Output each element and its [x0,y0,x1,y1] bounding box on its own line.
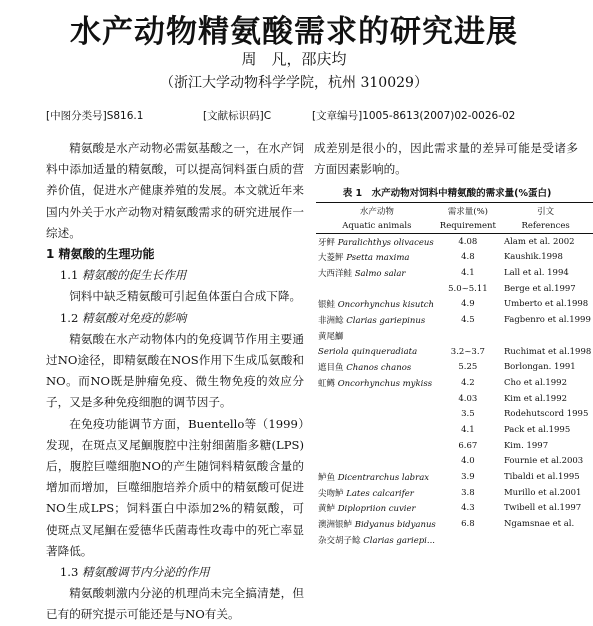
table-row [316,406,593,422]
reference-cell [498,328,593,344]
animal-name-cn: 遮目鱼 [318,363,344,374]
table-row [316,250,593,266]
reference-cell: Berge et al.1997 [503,283,576,294]
animal-cell [316,281,438,297]
animal-cell [316,532,438,548]
table-row [316,501,593,517]
requirement-cell: 3.9 [461,472,475,483]
subsection-heading-1-3 [46,562,304,583]
reference-cell: Fagbenro et al.1999 [503,315,591,326]
reference-cell: Alam et al. 2002 [503,236,575,247]
requirement-cell: 4.03 [458,393,478,404]
animal-name-cn: 牙鲆 [318,237,336,248]
table-row [316,328,593,344]
table-row [316,422,593,438]
table-row [316,532,593,548]
requirement-cell: 5.0~5.11 [448,283,488,294]
right-column-continuation: 成差别是很小的，因此需求量的差异可能是受诸多方面因素影响的。 [314,141,578,177]
header-reference-cn: 引文 [498,203,593,219]
requirement-cell: 4.9 [461,299,475,310]
subsection-title: 精氨酸对免疫的影响 [82,310,187,325]
reference-cell: Cho et al.1992 [503,377,568,388]
table-row [316,265,593,281]
reference-cell: Twibell et al.1997 [503,503,582,514]
animal-name-en: Bidyanus bidyanus [354,520,436,531]
paragraph-1-3: 精氨酸刺激内分泌的机理尚未完全搞清楚，但已有的研究提示可能还是与NO有关。 [46,586,304,622]
article-title: 水产动物精氨酸需求的研究进展 [70,14,518,50]
animal-name-en: Clarias gariepi... [363,535,436,546]
animal-name-en: Chanos chanos [346,363,412,374]
requirement-table [316,202,592,548]
table-title: 表 1 水产动物对饲料中精氨酸的需求量(%蛋白) [342,188,552,199]
animal-name-cn: 非洲鲶 [318,316,344,327]
table-row [316,454,593,470]
table-row [316,516,593,532]
table-row [316,485,593,501]
reference-cell: Ruchimat et al.1998 [503,346,592,357]
animal-name-cn: 杂交胡子鲶 [318,535,361,546]
subsection-title: 精氨酸的促生长作用 [82,268,187,283]
animal-name-en: Psetta maxima [346,253,410,264]
requirement-cell: 4.08 [458,236,478,247]
header-animal-cn: 水产动物 [316,203,438,219]
requirement-cell: 4.1 [461,424,475,435]
requirement-cell: 6.67 [458,440,478,451]
table-row [316,344,593,360]
reference-cell: Kim et al.1992 [503,393,568,404]
table-row [316,391,593,407]
requirement-cell [438,532,498,548]
requirement-cell: 4.3 [461,503,475,514]
subsection-number: 1.2 [59,310,79,325]
paragraph-1-1: 饲料中缺乏精氨酸可引起鱼体蛋白合成下降。 [69,289,302,304]
reference-cell: Murillo et al.2001 [503,487,582,498]
requirement-cell: 3.8 [461,487,475,498]
animal-name-cn: 尖吻鲈 [318,488,344,499]
table-row [316,297,593,313]
animal-name-cn: 虹鳟 [318,378,336,389]
requirement-cell: 4.0 [461,456,475,467]
animal-cell [316,297,438,313]
requirement-cell: 3.5 [461,409,475,420]
intro-paragraph: 精氨酸是水产动物必需氨基酸之一，在水产饲料中添加适量的精氨酸，可以提高饲料蛋白质的营养价值，促进水产健康养殖的发展。本文就近年来国内外关于水产动物对精氨酸需求的研究进展作一综述。 [46,141,304,240]
table-row [316,469,593,485]
animal-name-cn: 银鲑 [318,300,336,311]
animal-name-cn: 鲈鱼 [318,473,336,484]
animal-name-en: Lates calcarifer [346,488,414,499]
reference-cell: Rodehutscord 1995 [503,409,589,420]
animal-cell [316,344,438,360]
animal-cell [316,391,438,407]
subsection-heading-1-2 [46,308,304,329]
animal-name-en: Salmo salar [354,269,406,280]
table-row [316,438,593,454]
subsection-title: 精氨酸调节内分泌的作用 [82,565,210,580]
reference-cell [498,532,593,548]
requirement-cell [438,328,498,344]
requirement-cell: 6.8 [461,519,475,530]
reference-cell: Borlongan. 1991 [503,362,576,373]
animal-cell [316,328,438,344]
animal-cell [316,485,438,501]
table-row [316,359,593,375]
requirement-cell: 4.2 [461,377,475,388]
animal-cell [316,265,438,281]
animal-name-cn: 黄尾鰤 [318,331,344,342]
table-row [316,312,593,328]
header-reference-en: References [498,218,593,234]
reference-cell: Lall et al. 1994 [503,268,569,279]
requirement-cell: 3.2~3.7 [450,346,485,357]
animal-cell [316,501,438,517]
animal-cell [316,454,438,470]
animal-name-cn: 大菱鲆 [318,253,344,264]
reference-cell: Tibaldi et al.1995 [503,472,580,483]
animal-name-en: Clarias gariepinus [346,316,426,327]
affiliation: （浙江大学动物科学学院，杭州 310029） [160,75,428,91]
animal-cell [316,359,438,375]
authors: 周 凡，邵庆均 [241,50,347,68]
animal-name-en: Seriola quinqueradiata [318,346,418,357]
section-heading-1: 1 精氨酸的生理功能 [46,247,155,262]
subsection-number: 1.3 [59,565,79,580]
animal-cell [316,516,438,532]
table-row [316,375,593,391]
reference-cell: Pack et al.1995 [503,424,571,435]
animal-name-cn: 大西洋鲑 [318,269,353,280]
document-code: [文献标识码]C [203,110,272,122]
animal-name-en: Dicentrarchus labrax [337,473,430,484]
subsection-heading-1-1 [46,265,304,286]
animal-name-cn: 黄鲈 [318,504,336,515]
requirement-cell: 4.1 [461,268,475,279]
reference-cell: Fournie et al.2003 [503,456,584,467]
header-requirement-cn: 需求量(%) [438,203,498,219]
animal-cell [316,406,438,422]
animal-cell [316,312,438,328]
left-column [46,138,304,626]
table-row [316,281,593,297]
header-requirement-en: Requirement [438,218,498,234]
animal-name-en: Diplopriion cuvier [337,504,416,515]
animal-cell [316,234,438,250]
paragraph-1-2b: 在免疫功能调节方面，Buentello等（1999）发现，在斑点叉尾鮰腹腔中注射细菌脂多糖(LPS)后，腹腔巨噬细胞NO的产生随饲料精氨酸含量的增加而增加，巨噬细胞培养介质中的精氨酸可促进NO生成LPS；饲料蛋白中添加2%的精氨酸，可使斑点叉尾鮰在爱德华氏菌毒性攻毒中的死亡率显著降低。 [46,416,304,558]
table-body [316,234,593,548]
animal-name-en: Paralichthys olivaceus [337,237,434,248]
animal-cell [316,422,438,438]
article-number: [文章编号]1005-8613(2007)02-0026-02 [312,110,516,122]
requirement-cell: 4.5 [461,315,475,326]
reference-cell: Umberto et al.1998 [503,299,589,310]
requirement-cell: 4.8 [461,252,475,263]
reference-cell: Ngamsnae et al. [503,519,575,530]
animal-name-en: Oncorhynchus kisutch [337,300,434,311]
subsection-number: 1.1 [59,268,79,283]
animal-cell [316,438,438,454]
classification-number: [中图分类号]S816.1 [46,110,144,122]
animal-name-cn: 澳洲银鲈 [318,520,353,531]
table-row [316,234,593,250]
animal-cell [316,469,438,485]
animal-name-en: Oncorhynchus mykiss [337,378,433,389]
paragraph-1-2a: 精氨酸在水产动物体内的免疫调节作用主要通过NO途径，即精氨酸在NOS作用下生成瓜氨酸和NO。而NO既是肿瘤免疫、微生物免疫的效应分子，又是多种免疫细胞的调节因子。 [46,331,304,410]
reference-cell: Kim. 1997 [503,440,549,451]
header-animal-en: Aquatic animals [316,218,438,234]
reference-cell: Kaushik.1998 [503,252,563,263]
animal-cell [316,250,438,266]
requirement-cell: 5.25 [458,362,478,373]
animal-cell [316,375,438,391]
